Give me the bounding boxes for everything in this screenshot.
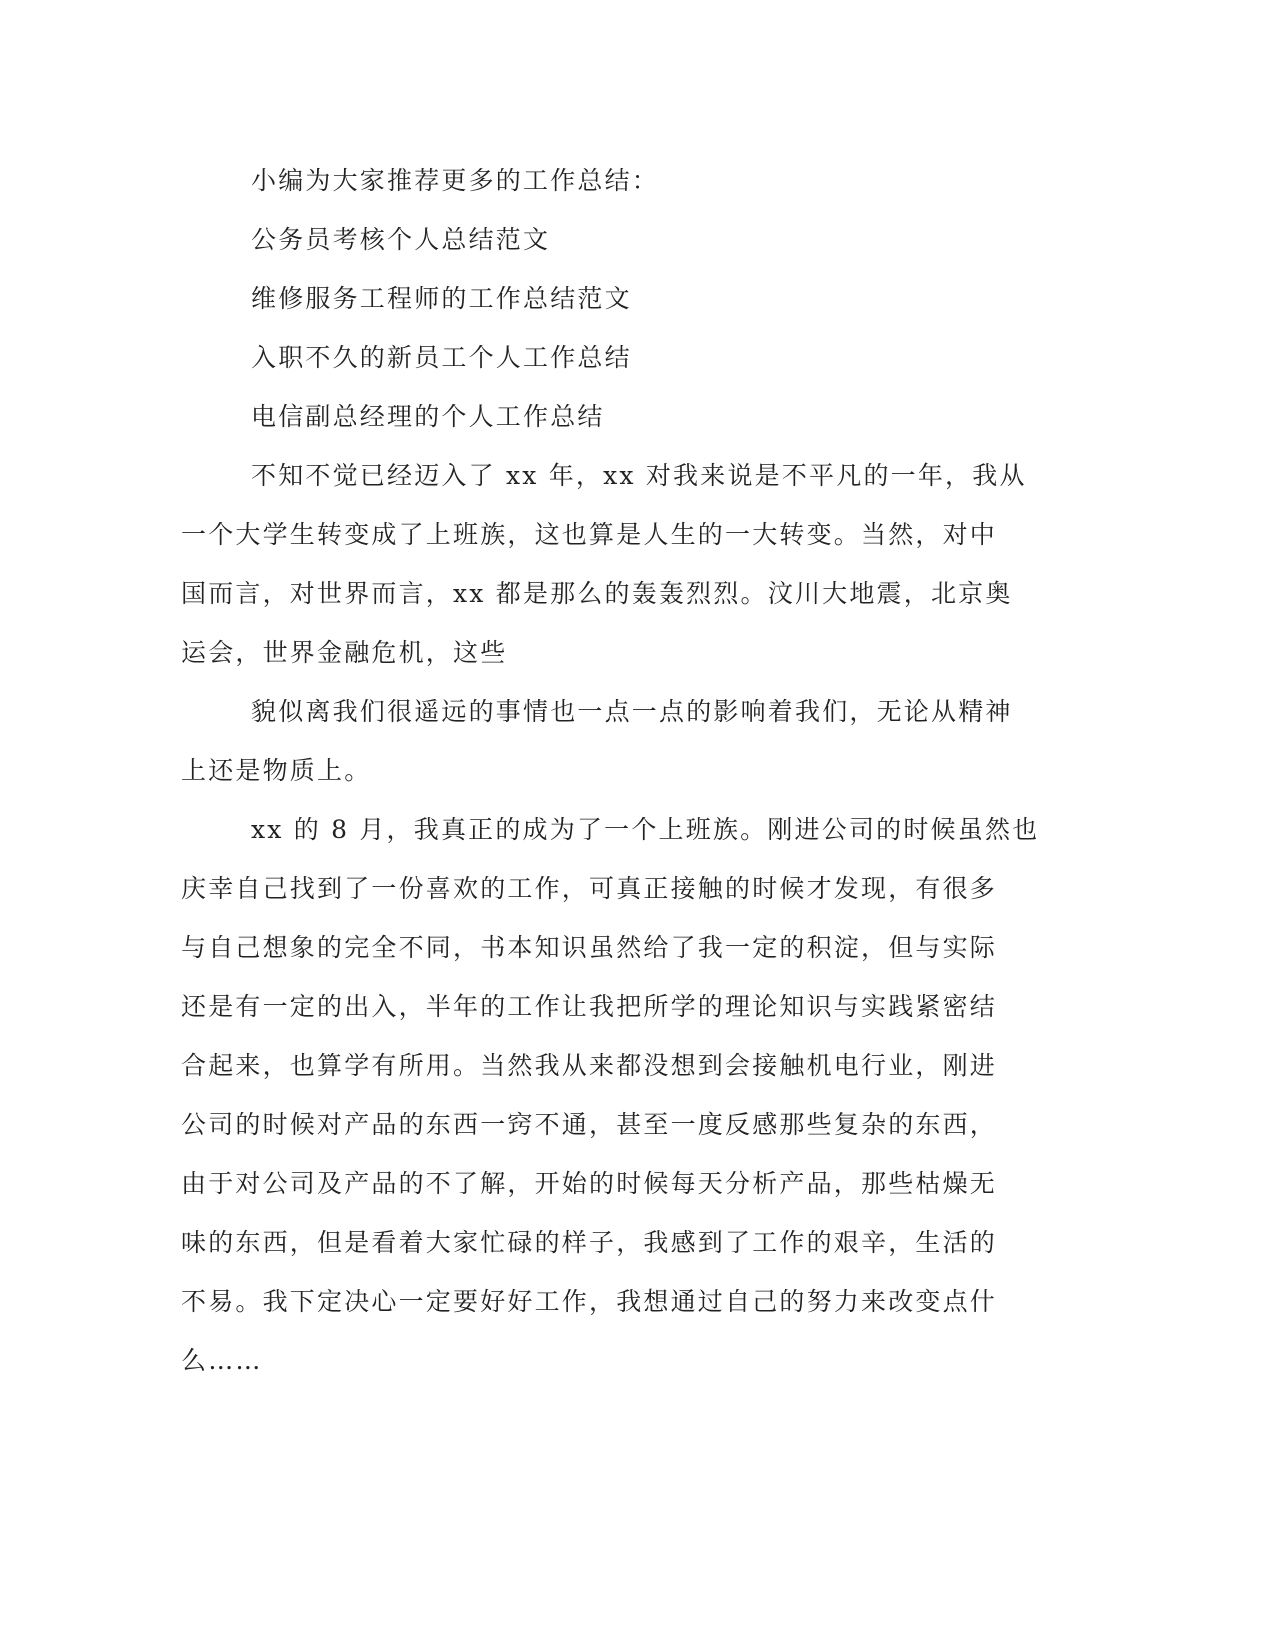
text-line: 还是有一定的出入，半年的工作让我把所学的理论知识与实践紧密结: [181, 992, 998, 1021]
text-line: 庆幸自己找到了一份喜欢的工作，可真正接触的时候才发现，有很多: [181, 874, 998, 903]
text-line: 由于对公司及产品的不了解，开始的时候每天分析产品，那些枯燥无: [181, 1169, 998, 1198]
recommended-link[interactable]: 公务员考核个人总结范文: [251, 225, 551, 254]
paragraph-1: [181, 446, 1041, 682]
text-line: 不易。我下定决心一定要好好工作，我想通过自己的努力来改变点什: [181, 1287, 998, 1316]
intro-line: 小编为大家推荐更多的工作总结：: [251, 166, 660, 195]
text-line: 合起来，也算学有所用。当然我从来都没想到会接触机电行业，刚进: [181, 1051, 998, 1080]
recommended-link[interactable]: 电信副总经理的个人工作总结: [251, 402, 605, 431]
text-line: 运会，世界金融危机，这些: [181, 638, 508, 667]
paragraph-2: [181, 682, 1041, 800]
recommended-link[interactable]: 入职不久的新员工个人工作总结: [251, 343, 632, 372]
text-line: 与自己想象的完全不同，书本知识虽然给了我一定的积淀，但与实际: [181, 933, 998, 962]
text-line: 公司的时候对产品的东西一窍不通，甚至一度反感那些复杂的东西，: [181, 1110, 998, 1139]
text-line: xx 的 8 月，我真正的成为了一个上班族。刚进公司的时候虽然也: [251, 815, 1040, 844]
text-line: 貌似离我们很遥远的事情也一点一点的影响着我们，无论从精神: [251, 697, 1013, 726]
text-line: 一个大学生转变成了上班族，这也算是人生的一大转变。当然，对中: [181, 520, 998, 549]
text-line: 味的东西，但是看着大家忙碌的样子，我感到了工作的艰辛，生活的: [181, 1228, 998, 1257]
text-line: 么……: [181, 1346, 263, 1375]
paragraph-3: [181, 800, 1041, 1390]
recommended-link[interactable]: 维修服务工程师的工作总结范文: [251, 284, 632, 313]
text-line: 不知不觉已经迈入了 xx 年，xx 对我来说是不平凡的一年，我从: [251, 461, 1027, 490]
text-line: 国而言，对世界而言，xx 都是那么的轰轰烈烈。汶川大地震，北京奥: [181, 579, 1013, 608]
document-page: [181, 151, 1041, 1390]
text-line: 上还是物质上。: [181, 756, 372, 785]
